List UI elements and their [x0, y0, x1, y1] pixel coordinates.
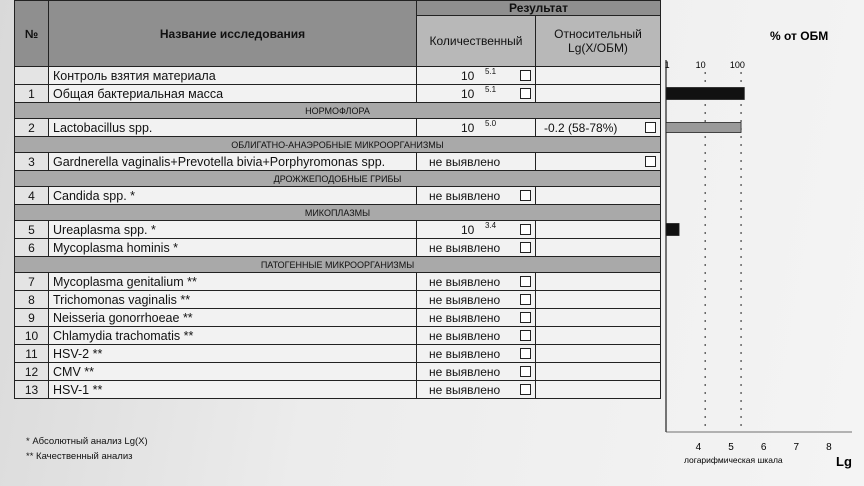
header-number: №: [15, 1, 49, 67]
test-name: Ureaplasma spp. *: [49, 221, 417, 239]
relative-value: -0.2 (58-78%): [544, 121, 618, 135]
row-number: 8: [15, 291, 49, 309]
group-label: ДРОЖЖЕПОДОБНЫЕ ГРИБЫ: [15, 171, 661, 187]
chart-top-tick-label: 10: [695, 60, 706, 70]
footnote-qualitative: ** Качественный анализ: [26, 451, 133, 462]
quantitative-text: не выявлено: [429, 329, 501, 343]
quantitative-text: не выявлено: [429, 189, 501, 203]
chart-bar: [666, 88, 744, 100]
test-name: Gardnerella vaginalis+Prevotella bivia+Porphyromonas spp.: [49, 153, 417, 171]
quantitative-text: не выявлено: [429, 347, 501, 361]
chart-axis-unit: Lg: [836, 454, 852, 469]
quantitative-text: не выявлено: [429, 155, 501, 169]
row-number: 1: [15, 85, 49, 103]
test-name: HSV-1 **: [49, 381, 417, 399]
quantitative-exponent: 5.0: [485, 119, 497, 128]
quantitative-text: не выявлено: [429, 383, 501, 397]
quantitative-exponent: 5.1: [485, 85, 497, 94]
test-name: Mycoplasma hominis *: [49, 239, 417, 257]
quantitative-text: не выявлено: [429, 241, 501, 255]
chart-top-tick-label: 100: [729, 60, 745, 70]
quantitative-text: не выявлено: [429, 311, 501, 325]
header-quantitative: Количественный: [417, 16, 536, 67]
quantitative-base: 10: [461, 223, 475, 237]
chart-bar: [666, 123, 741, 133]
test-name: Candida spp. *: [49, 187, 417, 205]
group-label: ОБЛИГАТНО-АНАЭРОБНЫЕ МИКРООРГАНИЗМЫ: [15, 137, 661, 153]
quantitative-base: 10: [461, 121, 475, 135]
header-test-name: Название исследования: [49, 1, 417, 67]
chart-bar: [666, 224, 679, 236]
test-name: Общая бактериальная масса: [49, 85, 417, 103]
chart-header-percent: % от ОБМ: [770, 29, 829, 43]
row-number: 7: [15, 273, 49, 291]
group-label: ПАТОГЕННЫЕ МИКРООРГАНИЗМЫ: [15, 257, 661, 273]
row-number: 3: [15, 153, 49, 171]
chart-top-tick-label: 1: [664, 60, 670, 70]
row-number: 13: [15, 381, 49, 399]
row-number: 5: [15, 221, 49, 239]
header-relative: Относительный Lg(X/ОБМ): [536, 16, 661, 67]
row-number: 10: [15, 327, 49, 345]
quantitative-text: не выявлено: [429, 365, 501, 379]
test-name: Mycoplasma genitalium **: [49, 273, 417, 291]
test-name: CMV **: [49, 363, 417, 381]
group-label: МИКОПЛАЗМЫ: [15, 205, 661, 221]
test-name: HSV-2 **: [49, 345, 417, 363]
quantitative-base: 10: [461, 69, 475, 83]
chart-bottom-tick-label: 4: [695, 442, 702, 453]
test-name: Neisseria gonorrhoeae **: [49, 309, 417, 327]
quantitative-text: не выявлено: [429, 275, 501, 289]
row-number: 2: [15, 119, 49, 137]
group-label: НОРМОФЛОРА: [15, 103, 661, 119]
quantitative-base: 10: [461, 87, 475, 101]
row-number: 12: [15, 363, 49, 381]
row-number: 4: [15, 187, 49, 205]
header-result: Результат: [417, 1, 661, 16]
chart-bottom-tick-label: 5: [728, 442, 734, 453]
test-name: Trichomonas vaginalis **: [49, 291, 417, 309]
quantitative-exponent: 5.1: [485, 67, 497, 76]
footnote-absolute: * Абсолютный анализ Lg(X): [26, 436, 148, 447]
chart-xlabel: логарифмическая шкала: [684, 455, 783, 465]
chart-bottom-tick-label: 7: [793, 442, 800, 453]
chart-bottom-tick-label: 8: [826, 442, 832, 453]
quantitative-exponent: 3.4: [485, 221, 497, 230]
row-number: 11: [15, 345, 49, 363]
row-number: 9: [15, 309, 49, 327]
quantitative-text: не выявлено: [429, 293, 501, 307]
test-name: Chlamydia trachomatis **: [49, 327, 417, 345]
test-name: Контроль взятия материала: [49, 67, 417, 85]
test-name: Lactobacillus spp.: [49, 119, 417, 137]
row-number: 6: [15, 239, 49, 257]
chart-bottom-tick-label: 6: [760, 442, 767, 453]
